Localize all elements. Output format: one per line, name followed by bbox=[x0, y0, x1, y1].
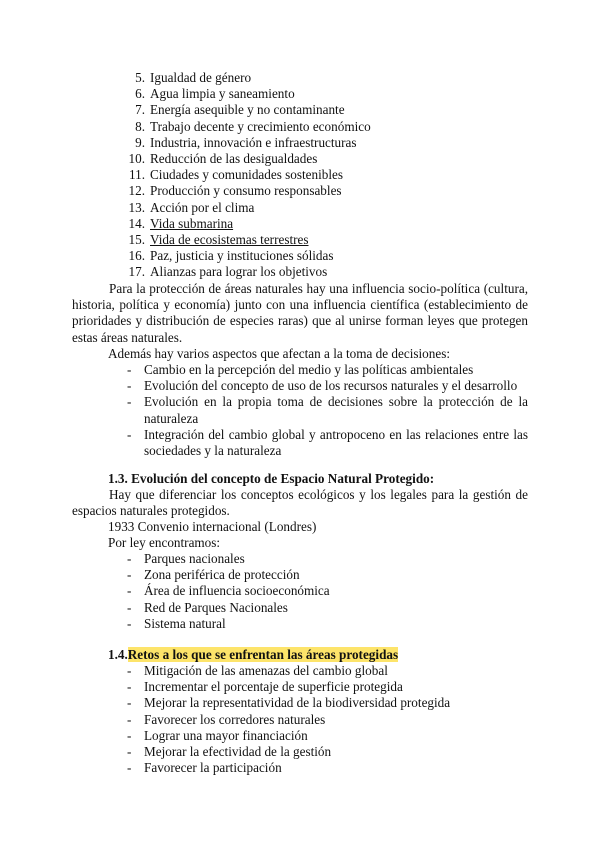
list-item: - Mejorar la representatividad de la biodiversidad protegida bbox=[127, 695, 451, 711]
law-items-list bbox=[127, 551, 528, 632]
list-item: 17. Alianzas para lograr los objetivos bbox=[128, 264, 328, 280]
list-item: - Sistema natural bbox=[127, 615, 226, 631]
aspects-intro: Además hay varios aspectos que afectan a la toma de decisiones: bbox=[108, 346, 451, 361]
section-heading-1-3: 1.3. Evolución del concepto de Espacio Natural Protegido: bbox=[108, 471, 435, 486]
dash-bullet: - bbox=[127, 567, 132, 583]
section-heading-1-4: 1.4.Retos a los que se enfrentan las áreas protegidas bbox=[108, 647, 399, 662]
dash-bullet: - bbox=[127, 426, 132, 442]
list-item: - Red de Parques Nacionales bbox=[127, 599, 288, 615]
convention-line: 1933 Convenio internacional (Londres) bbox=[108, 519, 317, 534]
list-item: 7. Energía asequible y no contaminante bbox=[135, 102, 345, 118]
list-item: - Integración del cambio global y antropoceno en las relaciones entre las sociedades y la naturaleza bbox=[127, 426, 528, 459]
dash-bullet: - bbox=[127, 695, 132, 711]
dash-bullet: - bbox=[127, 744, 132, 760]
list-item: 15. Vida de ecosistemas terrestres bbox=[128, 231, 309, 247]
dash-bullet: - bbox=[127, 615, 132, 631]
list-item: - Lograr una mayor financiación bbox=[127, 727, 308, 743]
list-item: - Zona periférica de protección bbox=[127, 567, 300, 583]
list-item: 5. Igualdad de género bbox=[135, 70, 252, 85]
list-item: - Favorecer la participación bbox=[127, 760, 282, 776]
protection-paragraph: Para la protección de áreas naturales hay una influencia socio-política (cultura, historia, política y economía) junto con una influencia científica (establecimiento de prioridades y distribución de especies raras) que al unirse forman leyes que protegen estas áreas naturales. bbox=[72, 281, 528, 345]
list-item: 13. Acción por el clima bbox=[128, 199, 255, 215]
dash-bullet: - bbox=[127, 362, 132, 377]
aspects-list bbox=[127, 362, 528, 459]
list-item: 11. Ciudades y comunidades sostenibles bbox=[129, 167, 344, 183]
list-item: 6. Agua limpia y saneamiento bbox=[135, 86, 295, 102]
list-item: - Área de influencia socioeconómica bbox=[127, 583, 330, 599]
underlined-text: Vida de ecosistemas terrestres bbox=[150, 231, 309, 247]
dash-bullet: - bbox=[127, 727, 132, 743]
section-1-3-intro: Hay que diferenciar los conceptos ecológicos y los legales para la gestión de espacios naturales protegidos. bbox=[72, 487, 528, 519]
list-item: 10. Reducción de las desigualdades bbox=[128, 150, 318, 166]
dash-bullet: - bbox=[127, 679, 132, 695]
list-item: - Favorecer los corredores naturales bbox=[127, 711, 326, 727]
list-item: - Cambio en la percepción del medio y las políticas ambientales bbox=[127, 362, 474, 377]
list-item: - Parques nacionales bbox=[127, 551, 245, 566]
list-item: 9. Industria, innovación e infraestructuras bbox=[135, 134, 357, 150]
list-item: 16. Paz, justicia y instituciones sólidas bbox=[128, 248, 334, 264]
highlighted-title: Retos a los que se enfrentan las áreas protegidas bbox=[127, 647, 399, 662]
list-item: 8. Trabajo decente y crecimiento económico bbox=[135, 118, 371, 134]
dash-bullet: - bbox=[127, 394, 132, 410]
list-item: - Evolución del concepto de uso de los recursos naturales y el desarrollo bbox=[127, 378, 518, 394]
dash-bullet: - bbox=[127, 551, 132, 566]
list-item: 14. Vida submarina bbox=[128, 215, 234, 231]
challenges-list bbox=[127, 663, 528, 776]
by-law-line: Por ley encontramos: bbox=[108, 535, 221, 550]
list-item: - Mitigación de las amenazas del cambio global bbox=[127, 663, 388, 678]
dash-bullet: - bbox=[127, 583, 132, 599]
dash-bullet: - bbox=[127, 760, 132, 776]
list-item: - Mejorar la efectividad de la gestión bbox=[127, 744, 332, 760]
dash-bullet: - bbox=[127, 663, 132, 678]
dash-bullet: - bbox=[127, 378, 132, 394]
underlined-text: Vida submarina bbox=[150, 215, 234, 231]
dash-bullet: - bbox=[127, 711, 132, 727]
list-item: - Evolución en la propia toma de decisiones sobre la protección de la naturaleza bbox=[127, 394, 528, 426]
list-item: 12. Producción y consumo responsables bbox=[128, 183, 342, 199]
sdg-list bbox=[125, 70, 371, 280]
list-item: - Incrementar el porcentaje de superficie protegida bbox=[127, 679, 403, 695]
dash-bullet: - bbox=[127, 599, 132, 615]
